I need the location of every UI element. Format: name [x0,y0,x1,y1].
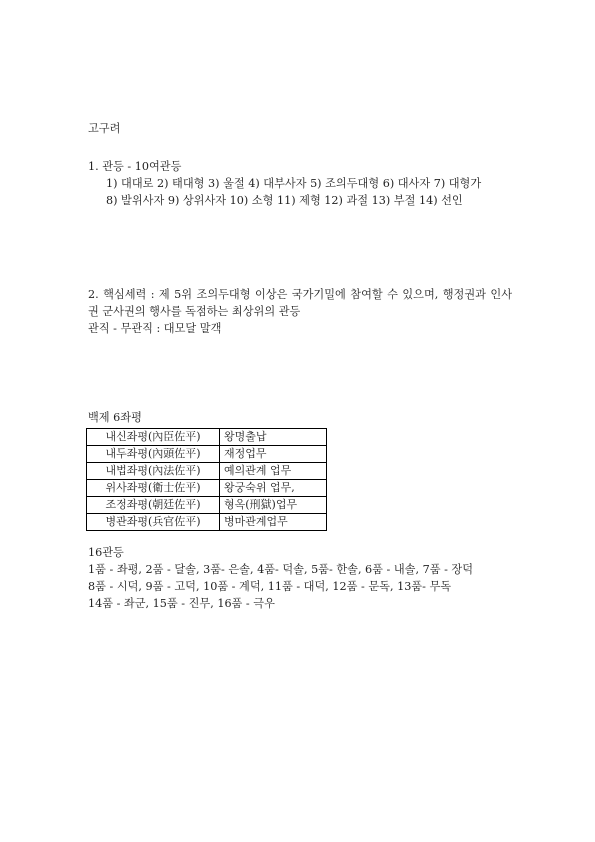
rank16-line-3: 14품 - 좌군, 15품 - 진무, 16품 - 극우 [88,597,275,610]
jwapyeong-duty: 왕궁숙위 업무, [220,480,327,497]
baekje-jwapyeong-table [86,428,327,531]
jwapyeong-duty: 병마관계업무 [220,514,327,531]
jwapyeong-duty: 형옥(刑獄)업무 [220,497,327,514]
jwapyeong-name: 내신좌평(內臣佐平) [87,429,220,446]
table-row [87,446,327,463]
jwapyeong-name: 내법좌평(內法佐平) [87,463,220,480]
goguryeo-ranks-line-2: 8) 발위사자 9) 상위사자 10) 소형 11) 제형 12) 과절 13) 부절 14) 선인 [106,194,463,207]
jwapyeong-duty: 왕명출납 [220,429,327,446]
rank16-heading: 16관등 [88,546,124,559]
baekje-title: 백제 6좌평 [88,411,142,424]
table-row [87,463,327,480]
goguryeo-offices-text: 관직 - 무관직 : 대모달 말객 [88,322,222,335]
goguryeo-core-section [88,286,512,337]
table-row [87,514,327,531]
jwapyeong-duty: 예의관계 업무 [220,463,327,480]
goguryeo-ranks-section [88,158,512,209]
baekje-16-ranks-section [88,544,512,612]
jwapyeong-name: 내두좌평(內頭佐平) [87,446,220,463]
jwapyeong-name: 위사좌평(衛士佐平) [87,480,220,497]
jwapyeong-name: 병관좌평(兵官佐平) [87,514,220,531]
table-row [87,429,327,446]
jwapyeong-name: 조정좌평(朝廷佐平) [87,497,220,514]
rank16-line-1: 1품 - 좌평, 2품 - 달솔, 3품- 은솔, 4품- 덕솔, 5품- 한솔, 6품 - 내솔, 7품 - 장덕 [88,563,474,576]
goguryeo-title: 고구려 [88,122,121,135]
goguryeo-ranks-heading: 1. 관등 - 10여관등 [88,160,182,173]
table-row [87,497,327,514]
jwapyeong-duty: 재정업무 [220,446,327,463]
table-row [87,480,327,497]
rank16-line-2: 8품 - 시덕, 9품 - 고덕, 10품 - 계덕, 11품 - 대덕, 12품 - 문독, 13품- 무독 [88,580,452,593]
goguryeo-core-text: 2. 핵심세력 : 제 5위 조의두대형 이상은 국가기밀에 참여할 수 있으며, 행정권과 인사권 군사권의 행사를 독점하는 최상위의 관등 [88,288,512,318]
goguryeo-ranks-line-1: 1) 대대로 2) 태대형 3) 울절 4) 대부사자 5) 조의두대형 6) 대사자 7) 대형가 [106,177,482,190]
